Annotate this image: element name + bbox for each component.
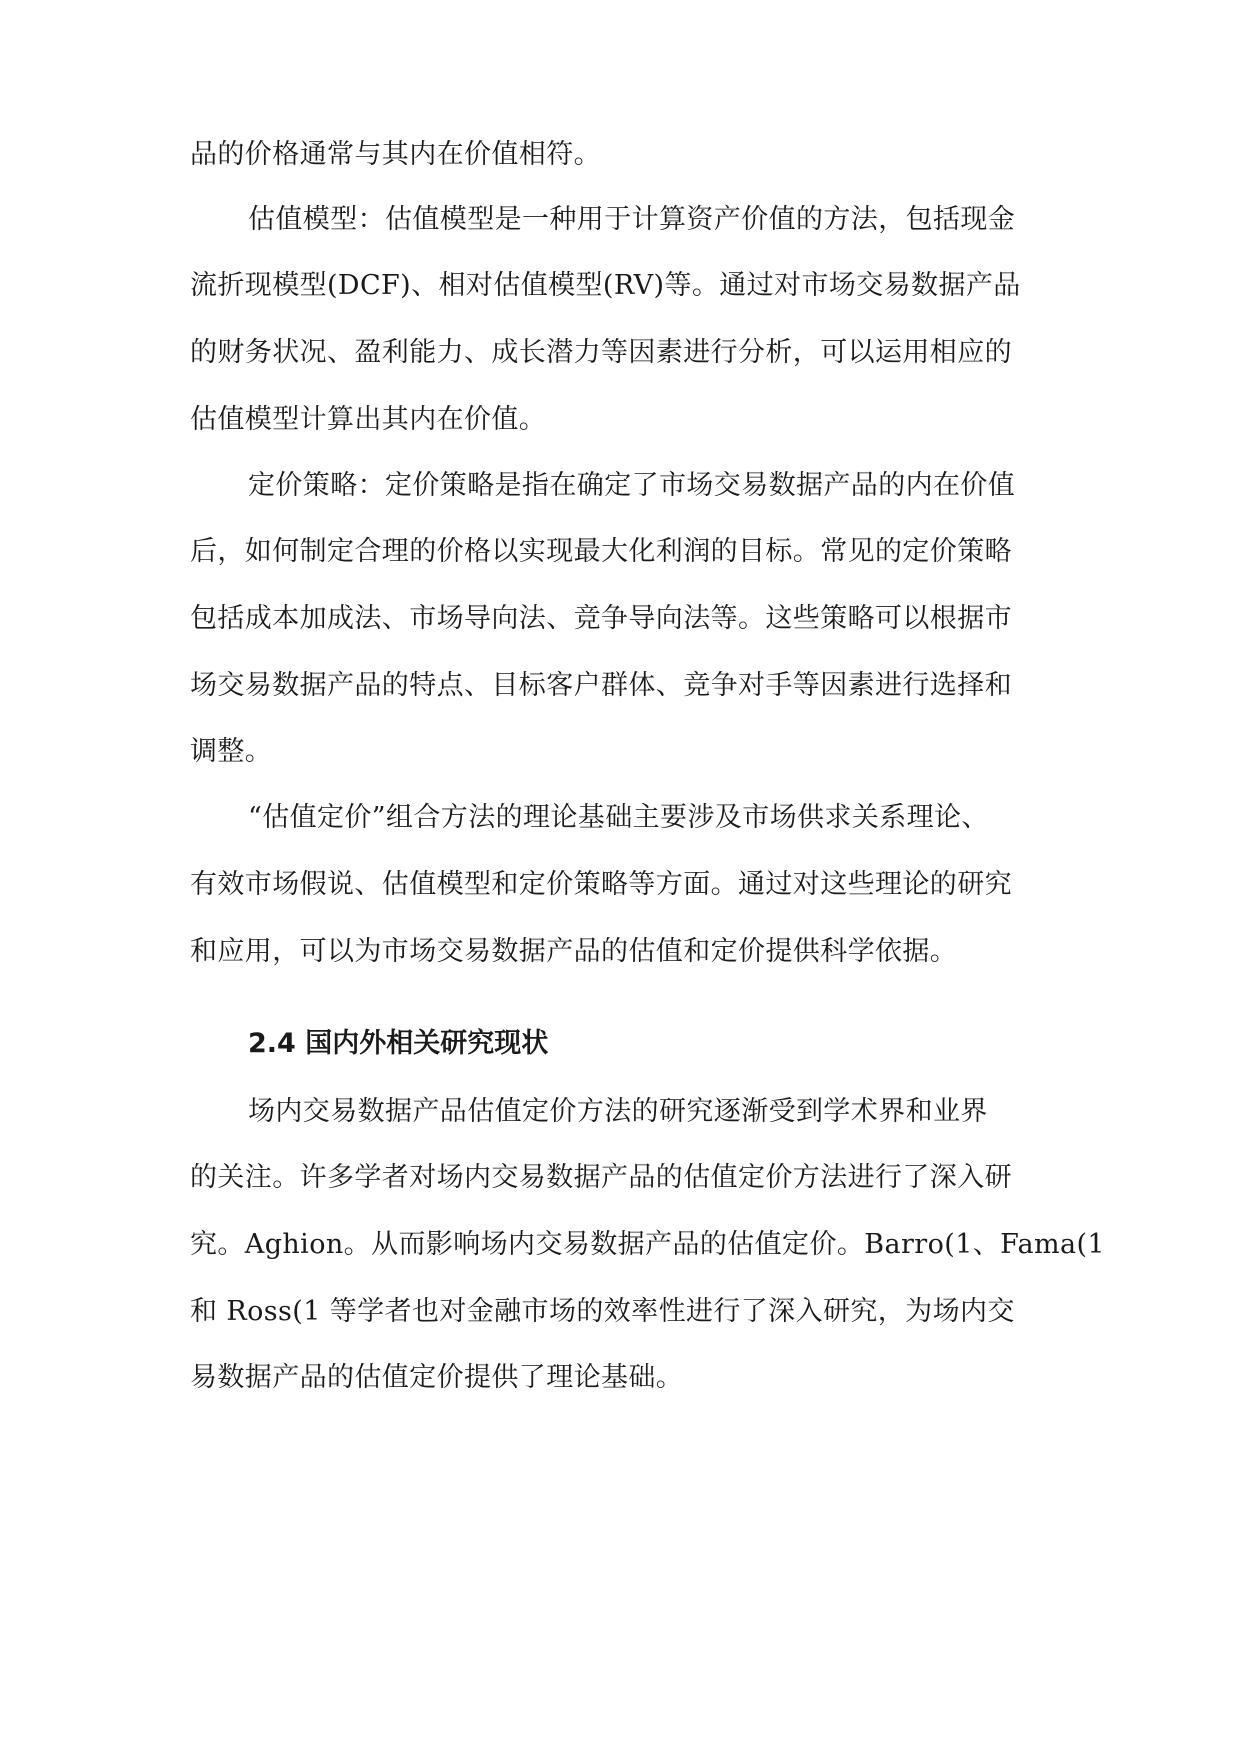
- paragraph-line: 究。Aghion。从而影响场内交易数据产品的估值定价。Barro(1、Fama(1: [190, 1229, 1105, 1260]
- section-heading: 2.4 国内外相关研究现状: [248, 1028, 549, 1059]
- paragraph-line: 后，如何制定合理的价格以实现最大化利润的目标。常见的定价策略: [190, 536, 1012, 567]
- paragraph-line: 估值模型：估值模型是一种用于计算资产价值的方法，包括现金: [248, 204, 1016, 235]
- paragraph-line: 调整。: [190, 736, 273, 767]
- paragraph-line: 和 Ross(1 等学者也对金融市场的效率性进行了深入研究，为场内交: [190, 1296, 1015, 1327]
- paragraph-line: 易数据产品的估值定价提供了理论基础。: [190, 1362, 684, 1393]
- paragraph-line: 流折现模型(DCF)、相对估值模型(RV)等。通过对市场交易数据产品: [190, 270, 1021, 301]
- paragraph-line: 有效市场假说、估值模型和定价策略等方面。通过对这些理论的研究: [190, 869, 1012, 900]
- paragraph-line: “估值定价”组合方法的理论基础主要涉及市场供求关系理论、: [248, 802, 989, 833]
- paragraph-line: 的财务状况、盈利能力、成长潜力等因素进行分析，可以运用相应的: [190, 337, 1012, 368]
- paragraph-line: 和应用，可以为市场交易数据产品的估值和定价提供科学依据。: [190, 936, 958, 967]
- paragraph-line: 场内交易数据产品估值定价方法的研究逐渐受到学术界和业界: [248, 1096, 988, 1127]
- paragraph-line: 定价策略：定价策略是指在确定了市场交易数据产品的内在价值: [248, 470, 1016, 501]
- paragraph-line: 包括成本加成法、市场导向法、竞争导向法等。这些策略可以根据市: [190, 603, 1012, 634]
- paragraph-line: 估值模型计算出其内在价值。: [190, 404, 547, 435]
- paragraph-line: 场交易数据产品的特点、目标客户群体、竞争对手等因素进行选择和: [190, 670, 1012, 701]
- paragraph-line: 的关注。许多学者对场内交易数据产品的估值定价方法进行了深入研: [190, 1162, 1012, 1193]
- paragraph-line: 品的价格通常与其内在价值相符。: [190, 139, 601, 170]
